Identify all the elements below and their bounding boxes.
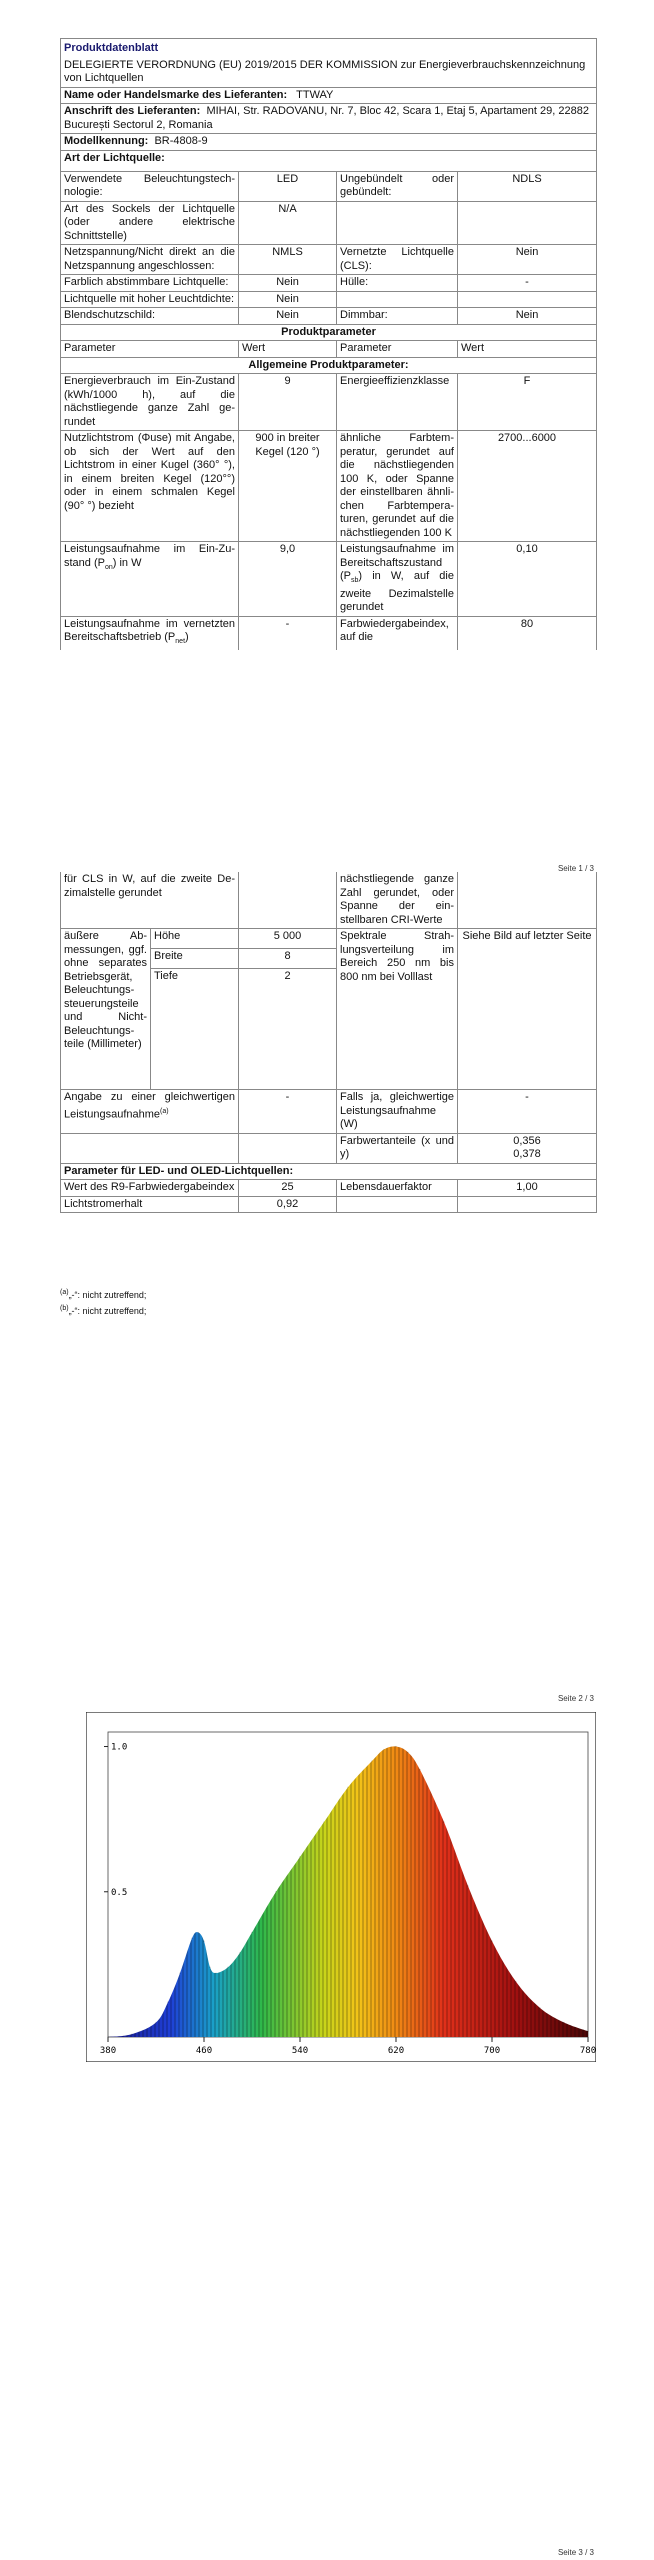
- led-params-header: Parameter für LED- und OLED-Lichtquellen:: [61, 1163, 597, 1180]
- spectrum-point: [239, 1952, 240, 1953]
- param-row: [61, 374, 597, 431]
- spectrum-point: [191, 1938, 192, 1939]
- spectrum-point: [275, 1891, 276, 1892]
- model-row: [61, 134, 597, 151]
- param-row-v2: 2700...6000: [458, 431, 597, 542]
- type-row-v2: [458, 201, 597, 245]
- lifetime-label: Lebensdauerfaktor: [337, 1180, 458, 1197]
- type-row-l2: Ungebündelt oder gebündelt:: [337, 171, 458, 201]
- chroma-y: 0,378: [513, 1148, 541, 1160]
- x-tick-label: 780: [579, 2046, 596, 2056]
- net-standby-value: -: [239, 616, 337, 650]
- footnote-a: $^{(a)}$„-“: nicht zutreffend;: [60, 1289, 147, 1300]
- equiv-power-value: -: [239, 1090, 337, 1134]
- spectrum-point: [491, 1941, 492, 1942]
- equiv-right-label: Falls ja, gleichwertige Leistungsaufnahme (W): [337, 1090, 458, 1134]
- equiv-power-label: Angabe zu einer gleichwertigen Leistungsaufnahme$^{(a)}$: [61, 1090, 239, 1134]
- x-tick-label: 540: [291, 2046, 309, 2056]
- type-row: [61, 245, 597, 275]
- dim-label-width: Breite: [151, 949, 239, 969]
- on-power-value: 9,0: [239, 542, 337, 617]
- lumen-empty-2: [458, 1196, 597, 1213]
- spectral-chart: [86, 1712, 596, 2062]
- spectral-value: Siehe Bild auf letzter Seite: [458, 929, 597, 1090]
- x-tick-label: 460: [195, 2046, 213, 2056]
- page-2: [0, 865, 654, 2305]
- supplier-address-row: [61, 104, 597, 134]
- type-row-l1: Netzspannung/Nicht direkt an die Netzspannung angeschlossen:: [61, 245, 239, 275]
- type-row-l1: Blendschutzschild:: [61, 308, 239, 325]
- type-row: [61, 275, 597, 292]
- type-row-v2: Nein: [458, 308, 597, 325]
- spectrum-point: [371, 1760, 372, 1761]
- dimensions-label: äußere Abmessungen, ggf. ohne separates Betriebsgerät, Beleuchtungssteuerungsteile und Nicht-Beleuchtungsteile (Millimeter): [61, 929, 151, 1090]
- type-row: [61, 171, 597, 201]
- dim-value-width: 8: [239, 949, 337, 969]
- spectrum-point: [395, 1746, 396, 1747]
- on-power-label: Leistungsaufnahme im Ein-Zustand $(P_{on})$ in W: [61, 542, 239, 617]
- dim-label-height: Höhe: [151, 929, 239, 949]
- type-row-v2: -: [458, 275, 597, 292]
- cri-value: 80: [458, 616, 597, 650]
- supplier-name-row: [61, 87, 597, 104]
- lumen-maintenance-label: Lichtstromerhalt: [61, 1196, 239, 1213]
- param-row-v2: F: [458, 374, 597, 431]
- dim-value-depth: 2: [239, 969, 337, 1090]
- cri-label-start: Farbwiedergabeindex, auf die: [337, 616, 458, 650]
- type-row-l2: Vernetzte Lichtquelle (CLS):: [337, 245, 458, 275]
- col-header-value-2: Wert: [458, 341, 597, 358]
- type-row-v1: Nein: [239, 308, 337, 325]
- type-row-v1: LED: [239, 171, 337, 201]
- type-row-l1: Lichtquelle mit hoher Leuchtdichte:: [61, 291, 239, 308]
- spectral-chart-svg: [86, 1712, 596, 2062]
- cri-label-cont: nächstliegende ganze Zahl gerundet, oder Spanne der einstellbaren CRI-Werte: [337, 872, 458, 929]
- spectrum-point: [131, 2033, 132, 2034]
- chroma-empty-mid: [239, 1133, 337, 1163]
- standby-power-label: Leistungsaufnahme im Bereitschaftszustand $(P_{sb})$ in W, auf die zweite Dezimalstelle gerundet: [337, 542, 458, 617]
- param-row-l1: Energieverbrauch im Ein-Zustand (kWh/1000 h), auf die nächstliegende ganze Zahl gerundet: [61, 374, 239, 431]
- page-number-1: Seite 1 / 3: [557, 864, 594, 873]
- general-param-rows: [61, 374, 597, 542]
- chroma-label: Farbwertanteile (x und y): [337, 1133, 458, 1163]
- type-row-l2: [337, 291, 458, 308]
- model-value: BR-4808-9: [154, 135, 208, 147]
- spectral-label: Spektrale Strahlungsverteilung im Bereich 250 nm bis 800 nm bei Volllast: [337, 929, 458, 1090]
- supplier-address: MIHAI, Str. RADOVANU, Nr. 7, Bloc 42, Scara 1, Etaj 5, Apartament 29, 22882 București Sectorul 2, Romania: [64, 105, 589, 131]
- chroma-values: [458, 1133, 597, 1163]
- x-tick-label: 620: [387, 2046, 405, 2056]
- col-header-value-1: Wert: [239, 341, 337, 358]
- param-row: [61, 431, 597, 542]
- lumen-maintenance-value: 0,92: [239, 1196, 337, 1213]
- type-row-v1: N/A: [239, 201, 337, 245]
- y-tick-label: 1.0: [111, 1742, 128, 1753]
- type-row-l1: Art des Sockels der Lichtquelle (oder andere elektrische Schnittstelle): [61, 201, 239, 245]
- type-row-l2: Hülle:: [337, 275, 458, 292]
- chroma-empty-left: [61, 1133, 239, 1163]
- equiv-right-value: -: [458, 1090, 597, 1134]
- spectrum-point: [383, 1749, 384, 1750]
- col-header-parameter-2: Parameter: [337, 341, 458, 358]
- light-source-type-rows: [61, 171, 597, 324]
- spectrum-point: [467, 1885, 468, 1886]
- datasheet-table-page-2: [60, 872, 596, 1213]
- type-row: [61, 308, 597, 325]
- light-source-type-header: Art der Lichtquelle:: [61, 150, 597, 171]
- type-row-v2: Nein: [458, 245, 597, 275]
- document-title: Produktdatenblatt: [61, 39, 597, 58]
- type-row-v1: Nein: [239, 275, 337, 292]
- spectrum-point: [347, 1787, 348, 1788]
- general-params-header: Allgemeine Produktparameter:: [61, 357, 597, 374]
- type-row-v2: NDLS: [458, 171, 597, 201]
- type-row-l2: [337, 201, 458, 245]
- type-row-l2: Dimmbar:: [337, 308, 458, 325]
- spectrum-point: [419, 1769, 420, 1770]
- product-params-header: Produktparameter: [61, 324, 597, 341]
- type-row-v1: NMLS: [239, 245, 337, 275]
- spectrum-point: [251, 1932, 252, 1933]
- supplier-address-label: Anschrift des Lieferanten:: [64, 105, 201, 117]
- standby-power-value: 0,10: [458, 542, 597, 617]
- param-row-v1: 9: [239, 374, 337, 431]
- type-row: [61, 291, 597, 308]
- dim-value-height: 5 000: [239, 929, 337, 949]
- spectrum-point: [179, 1972, 180, 1973]
- net-standby-label: Leistungsaufnahme im vernetzten Bereitschaftsbetrieb $(P_{net})$: [61, 616, 239, 650]
- type-row-v2: [458, 291, 597, 308]
- spectrum-point: [167, 2002, 168, 2003]
- spectrum-point: [215, 1972, 216, 1973]
- spectrum-point: [197, 1932, 198, 1933]
- spectrum-point: [563, 2022, 564, 2023]
- type-row-v1: Nein: [239, 291, 337, 308]
- dim-label-depth: Tiefe: [151, 969, 239, 1090]
- lumen-empty-1: [337, 1196, 458, 1213]
- footnotes: [60, 1286, 146, 1318]
- spectrum-point: [155, 2022, 156, 2023]
- spectrum-point: [515, 1981, 516, 1982]
- page-1: [0, 0, 654, 873]
- net-standby-label-cont: für CLS in W, auf die zweite Dezimalstelle gerundet: [61, 872, 239, 929]
- page-number-2: Seite 2 / 3: [557, 1694, 594, 1703]
- footnote-b: $^{(b)}$„-“: nicht zutreffend;: [60, 1305, 147, 1316]
- type-row-l1: Verwendete Beleuchtungstechnologie:: [61, 171, 239, 201]
- param-row-v1: 900 in breiter Kegel (120 °): [239, 431, 337, 542]
- spectrum-point: [323, 1821, 324, 1822]
- supplier-name-label: Name oder Handelsmarke des Lieferanten:: [64, 88, 288, 101]
- type-row-l1: Farblich abstimmbare Lichtquelle:: [61, 275, 239, 292]
- col-header-parameter-1: Parameter: [61, 341, 239, 358]
- type-row: [61, 201, 597, 245]
- param-row-l2: ähnliche Farbtemperatur, gerundet auf die nächstliegenden 100 K, oder Spanne der einstellbaren ähnlichen Farbtemperaturen, gerundet auf die nächstliegenden 100 K: [337, 431, 458, 542]
- page-number-3: Seite 3 / 3: [557, 2548, 594, 2557]
- x-tick-label: 380: [99, 2046, 117, 2056]
- spectrum-point: [443, 1821, 444, 1822]
- param-row-l2: Energieeffizienzklasse: [337, 374, 458, 431]
- spectrum-point: [227, 1967, 228, 1968]
- chroma-x: 0,356: [513, 1134, 541, 1147]
- spectrum-point: [203, 1941, 204, 1942]
- lifetime-value: 1,00: [458, 1180, 597, 1197]
- spectrum-point: [539, 2007, 540, 2008]
- r9-label: Wert des R9-Farbwiedergabeindex: [61, 1180, 239, 1197]
- regulation-text: DELEGIERTE VERORDNUNG (EU) 2019/2015 DER KOMMISSION zur Energieverbrauchskennzeichnung von Lichtquellen: [61, 58, 597, 88]
- datasheet-table-page-1: [60, 38, 596, 650]
- spectrum-point: [587, 2031, 588, 2032]
- spectrum-point: [407, 1752, 408, 1753]
- spectrum-point: [209, 1967, 210, 1968]
- x-tick-label: 700: [483, 2046, 501, 2056]
- net-standby-value-cont: [239, 872, 337, 929]
- model-label: Modellkennung:: [64, 135, 149, 147]
- supplier-name: TTWAY: [296, 88, 334, 101]
- param-row-l1: Nutzlichtstrom (Φuse) mit Angabe, ob sich der Wert auf den Lichtstrom in einer Kugel (360° °), in einem breiten Kegel (120°°) oder in einem schmalen Kegel (90° °) bezieht: [61, 431, 239, 542]
- spectrum-point: [299, 1856, 300, 1857]
- cri-value-cont: [458, 872, 597, 929]
- r9-value: 25: [239, 1180, 337, 1197]
- y-tick-label: 0.5: [111, 1887, 128, 1898]
